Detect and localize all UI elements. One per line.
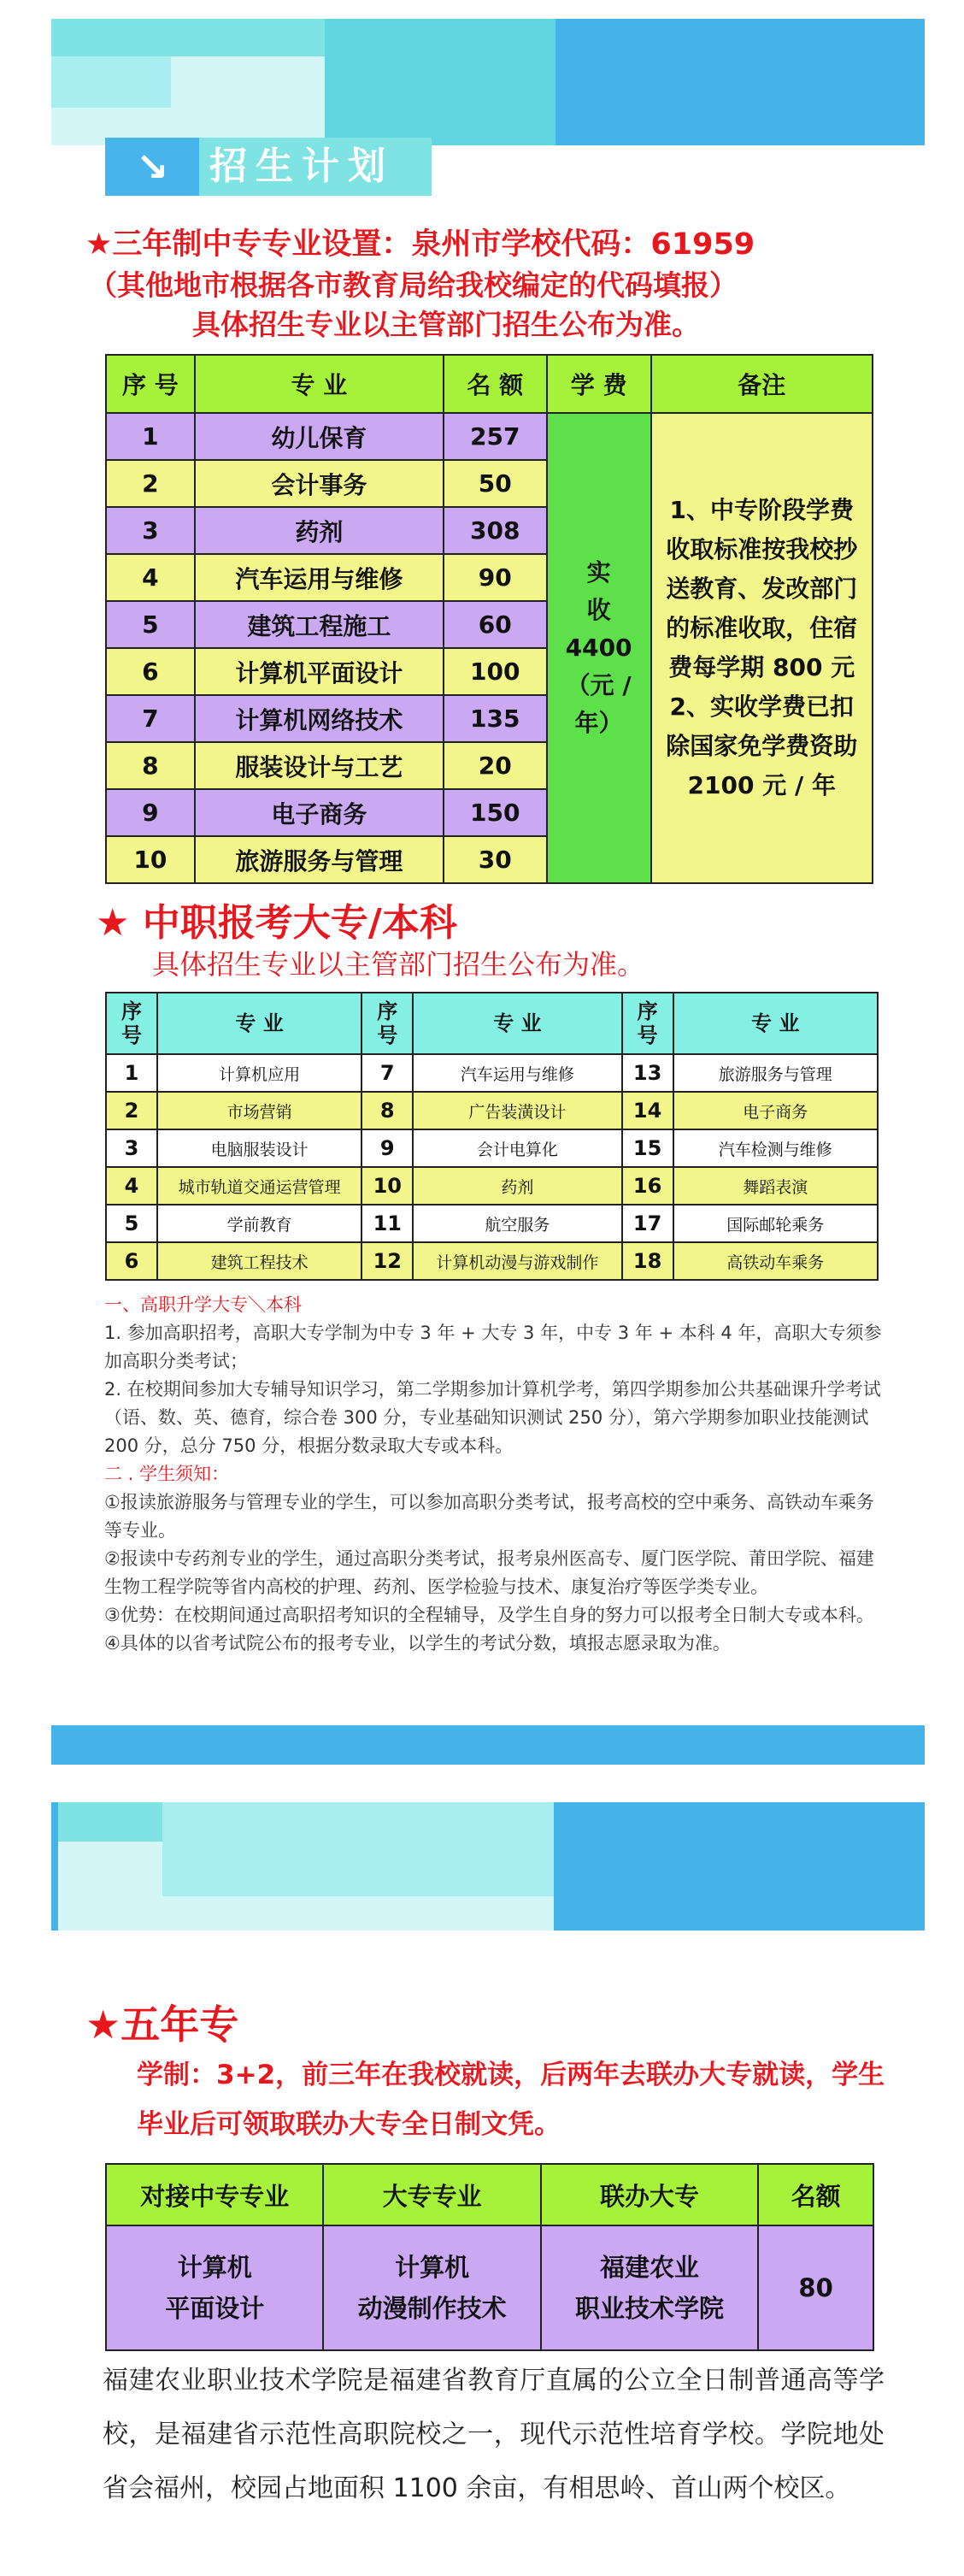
school-code-line: ★三年制中专专业设置：泉州市学校代码：61959 <box>85 227 755 262</box>
star-icon: ★ <box>96 901 130 945</box>
notes-paragraph: ④具体的以省考试院公布的报考专业，以学生的考试分数，填报志愿录取为准。 <box>104 1633 731 1653</box>
notes-paragraph: 1. 参加高职招考，高职大专学制为中专 3 年 + 大专 3 年，中专 3 年 + 本科 4 年，高职大专须参加高职分类考试； <box>104 1323 882 1371</box>
five-year-table <box>105 2163 874 2351</box>
table-row: 7 计算机网络技术 135 <box>106 695 873 742</box>
five-year-subtitle: 学制：3+2，前三年在我校就读，后两年去联办大专就读，学生毕业后可领取联办大专全日制文凭。 <box>137 2060 885 2140</box>
arrow-down-right-icon: ↘ <box>105 138 199 196</box>
table-row: 5 建筑工程施工 60 <box>106 601 873 648</box>
table-row: 6 建筑工程技术 12 计算机动漫与游戏制作 18 高铁动车乘务 <box>106 1242 878 1280</box>
college-majors-table <box>105 992 879 1281</box>
five-year-title: ★五年专 <box>85 2001 239 2048</box>
table-row: 5 学前教育 11 航空服务 17 国际邮轮乘务 <box>106 1205 878 1242</box>
notes-paragraph: ③优势：在校期间通过高职招考知识的全程辅导，及学生自身的努力可以报考全日制大专或本科。 <box>104 1605 874 1625</box>
other-cities-note: （其他地市根据各市教育局给我校编定的代码填报） <box>89 268 738 302</box>
table-row: 1 幼儿保育 257 实 收 4400 （元 / 年） 1、中专阶段学费收取标准按我校抄送教育、发改部门的标准收取，住宿费每学期 800 元 2、实收学费已扣除国家免学费资助 2100 元 / 年 <box>106 413 873 460</box>
table-row: 10 旅游服务与管理 30 <box>106 836 873 883</box>
table-row: 2 会计事务 50 <box>106 460 873 507</box>
table-header-row: 序 号 专 业 序 号 专 业 序 号 专 业 <box>106 993 878 1054</box>
star-icon: ★ <box>85 2001 121 2048</box>
notes-heading-2: 二 . 学生须知： <box>104 1464 230 1484</box>
table-row: 4 城市轨道交通运营管理 10 药剂 16 舞蹈表演 <box>106 1167 878 1205</box>
vocational-exam-subtitle: 具体招生专业以主管部门招生公布为准。 <box>152 948 645 981</box>
remarks-cell: 1、中专阶段学费收取标准按我校抄送教育、发改部门的标准收取，住宿费每学期 800 元 2、实收学费已扣除国家免学费资助 2100 元 / 年 <box>651 413 873 883</box>
announcement-note: 具体招生专业以主管部门招生公布为准。 <box>192 308 700 341</box>
table-row: 3 药剂 308 <box>106 507 873 554</box>
table-row: 9 电子商务 150 <box>106 789 873 836</box>
header-major: 专 业 <box>195 355 444 413</box>
vocational-exam-title: ★ 中职报考大专/本科 <box>96 901 457 945</box>
header-quota: 名 额 <box>444 355 547 413</box>
notes-paragraph: 2. 在校期间参加大专辅导知识学习，第二学期参加计算机学考，第四学期参加公共基础课升学考试（语、数、英、德育，综合卷 300 分，专业基础知识测试 250 分），第六学期参加职业技能测试 200 分，总分 750 分，根据分数录取大专或本科。 <box>104 1379 881 1456</box>
notes-heading-1: 一、高职升学大专＼本科 <box>104 1294 302 1315</box>
table-row: 1 计算机应用 7 汽车运用与维修 13 旅游服务与管理 <box>106 1054 878 1092</box>
table-row: 2 市场营销 8 广告装潢设计 14 电子商务 <box>106 1092 878 1129</box>
table-header-row: 对接中专专业 大专专业 联办大专 名额 <box>106 2164 873 2225</box>
header-no: 序 号 <box>106 355 195 413</box>
table-row: 8 服装设计与工艺 20 <box>106 742 873 789</box>
notes-paragraph: ②报读中专药剂专业的学生，通过高职分类考试，报考泉州医高专、厦门医学院、莆田学院、福建生物工程学院等省内高校的护理、药剂、医学检验与技术、康复治疗等医学类专业。 <box>104 1548 874 1597</box>
star-icon: ★ <box>85 227 113 262</box>
table-header-row <box>106 355 873 413</box>
table-row: 3 电脑服装设计 9 会计电算化 15 汽车检测与维修 <box>106 1129 878 1167</box>
exam-notes <box>104 1291 891 1658</box>
divider-bar <box>51 1725 925 1765</box>
section-title: 招生计划 <box>209 144 394 188</box>
table-row: 4 汽车运用与维修 90 <box>106 554 873 601</box>
header-fee: 学 费 <box>547 355 651 413</box>
table-row: 计算机 平面设计 计算机 动漫制作技术 福建农业 职业技术学院 80 <box>106 2225 873 2350</box>
college-description: 福建农业职业技术学院是福建省教育厅直属的公立全日制普通高等学校，是福建省示范性高职院校之一，现代示范性培育学校。学院地处省会福州，校园占地面积 1100 余亩，有相思岭、首山两个校区。 <box>103 2366 885 2503</box>
table-row: 6 计算机平面设计 100 <box>106 648 873 695</box>
header-note: 备注 <box>651 355 873 413</box>
tuition-fee-cell: 实 收 4400 （元 / 年） <box>547 413 651 883</box>
notes-paragraph: ①报读旅游服务与管理专业的学生，可以参加高职分类考试，报考高校的空中乘务、高铁动车乘务等专业。 <box>104 1492 874 1541</box>
three-year-majors-table <box>105 354 873 884</box>
